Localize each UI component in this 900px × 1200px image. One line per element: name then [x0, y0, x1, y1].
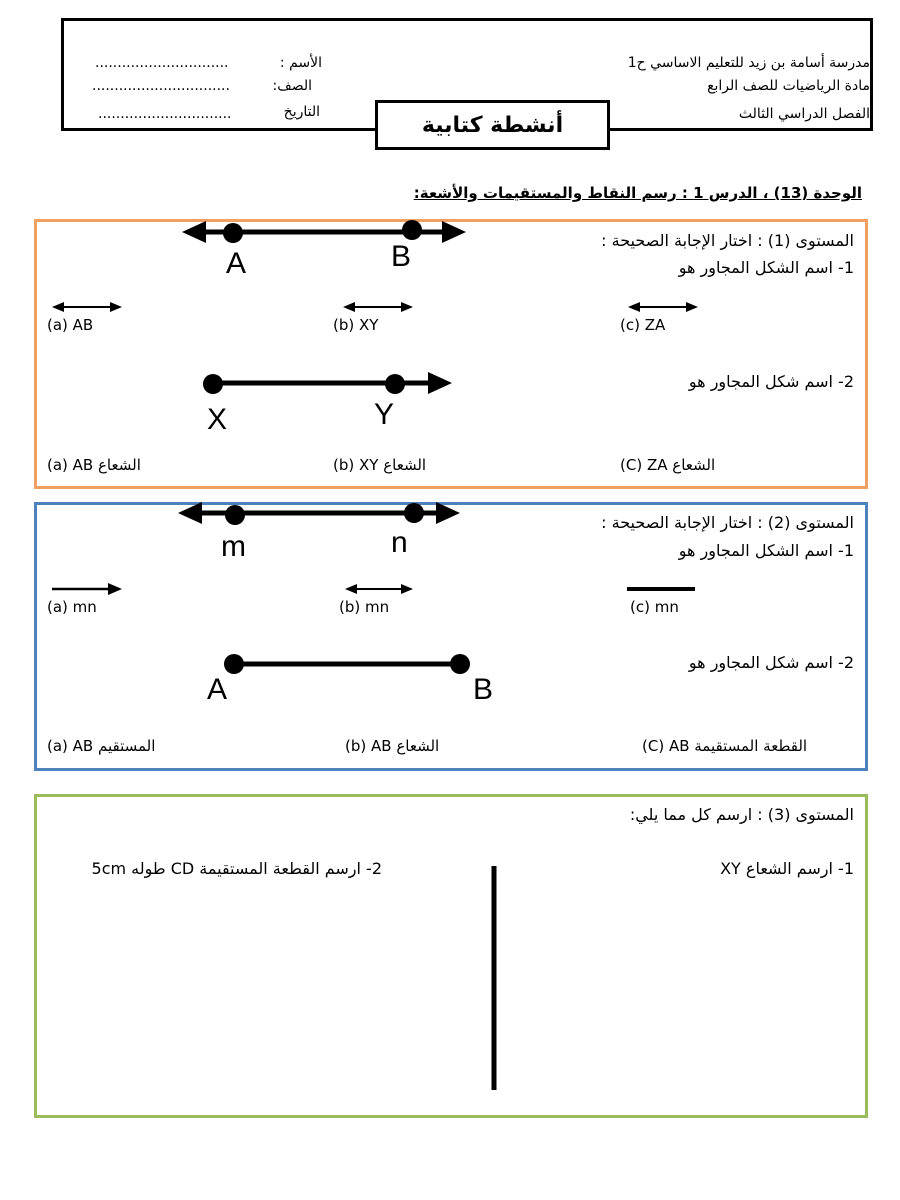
fig1-label-a: A — [226, 247, 247, 280]
level2-q2-option-a[interactable]: (a) AB المستقيم — [47, 737, 156, 755]
level1-q1: 1- اسم الشكل المجاور هو — [678, 258, 854, 277]
ray-xy-figure — [203, 372, 452, 394]
level2-q2-option-b[interactable]: (b) AB الشعاع — [345, 737, 440, 755]
subject-name: مادة الرياضيات للصف الرابع — [707, 78, 870, 94]
segment-ab-figure — [224, 654, 470, 674]
fig4-label-b: B — [473, 673, 494, 706]
level2-q1-option-b[interactable]: (b) mn — [339, 598, 390, 616]
fig3-label-m: m — [221, 530, 246, 563]
fig4-label-a: A — [207, 673, 228, 706]
term-name: الفصل الدراسي الثالث — [738, 106, 870, 122]
class-field[interactable]: ............................... — [92, 78, 230, 94]
page-title: أنشطة كتابية — [375, 100, 610, 150]
level2-q2: 2- اسم شكل المجاور هو — [688, 653, 854, 672]
level1-q1-option-b[interactable]: (b) XY — [333, 316, 379, 334]
name-field[interactable]: .............................. — [95, 55, 229, 71]
level2-instruction: المستوى (2) : اختار الإجابة الصحيحة : — [601, 513, 854, 532]
level1-q2-option-a[interactable]: (a) AB الشعاع — [47, 456, 141, 474]
unit-title: الوحدة (13) ، الدرس 1 : رسم النقاط والمستقيمات والأشعة: — [413, 184, 862, 202]
line-mn-figure — [178, 502, 460, 525]
option-ray-a — [52, 583, 122, 595]
option-line-b2 — [345, 584, 413, 594]
class-label: الصف: — [272, 78, 312, 94]
date-field[interactable]: .............................. — [98, 106, 232, 122]
level1-q2-option-c[interactable]: (C) ZA الشعاع — [620, 456, 716, 474]
fig2-label-x: X — [207, 403, 228, 436]
level2-q2-option-c[interactable]: (C) AB القطعة المستقيمة — [642, 737, 808, 755]
level1-instruction: المستوى (1) : اختار الإجابة الصحيحة : — [601, 231, 854, 250]
level2-q1-option-a[interactable]: (a) mn — [47, 598, 97, 616]
level1-q1-option-c[interactable]: (c) ZA — [620, 316, 666, 334]
level3-instruction: المستوى (3) : ارسم كل مما يلي: — [629, 805, 854, 824]
option-line-b — [343, 302, 413, 312]
level3-task1: 1- ارسم الشعاع XY — [720, 859, 854, 878]
fig2-label-y: Y — [374, 398, 395, 431]
line-ab-figure — [182, 220, 466, 243]
fig1-label-b: B — [391, 240, 412, 273]
option-line-c — [628, 302, 698, 312]
school-name: مدرسة أسامة بن زيد للتعليم الاساسي ح1 — [627, 55, 870, 71]
level1-q2-option-b[interactable]: (b) XY الشعاع — [333, 456, 427, 474]
option-line-a — [52, 302, 122, 312]
date-label: التاريخ — [283, 104, 320, 120]
level2-q1: 1- اسم الشكل المجاور هو — [678, 541, 854, 560]
name-label: الأسم : — [279, 55, 322, 71]
level2-q1-option-c[interactable]: (c) mn — [630, 598, 679, 616]
level3-task2: 2- ارسم القطعة المستقيمة CD طوله 5cm — [91, 859, 382, 878]
fig3-label-n: n — [391, 526, 408, 559]
level1-q2: 2- اسم شكل المجاور هو — [688, 372, 854, 391]
level1-q1-option-a[interactable]: (a) AB — [47, 316, 94, 334]
